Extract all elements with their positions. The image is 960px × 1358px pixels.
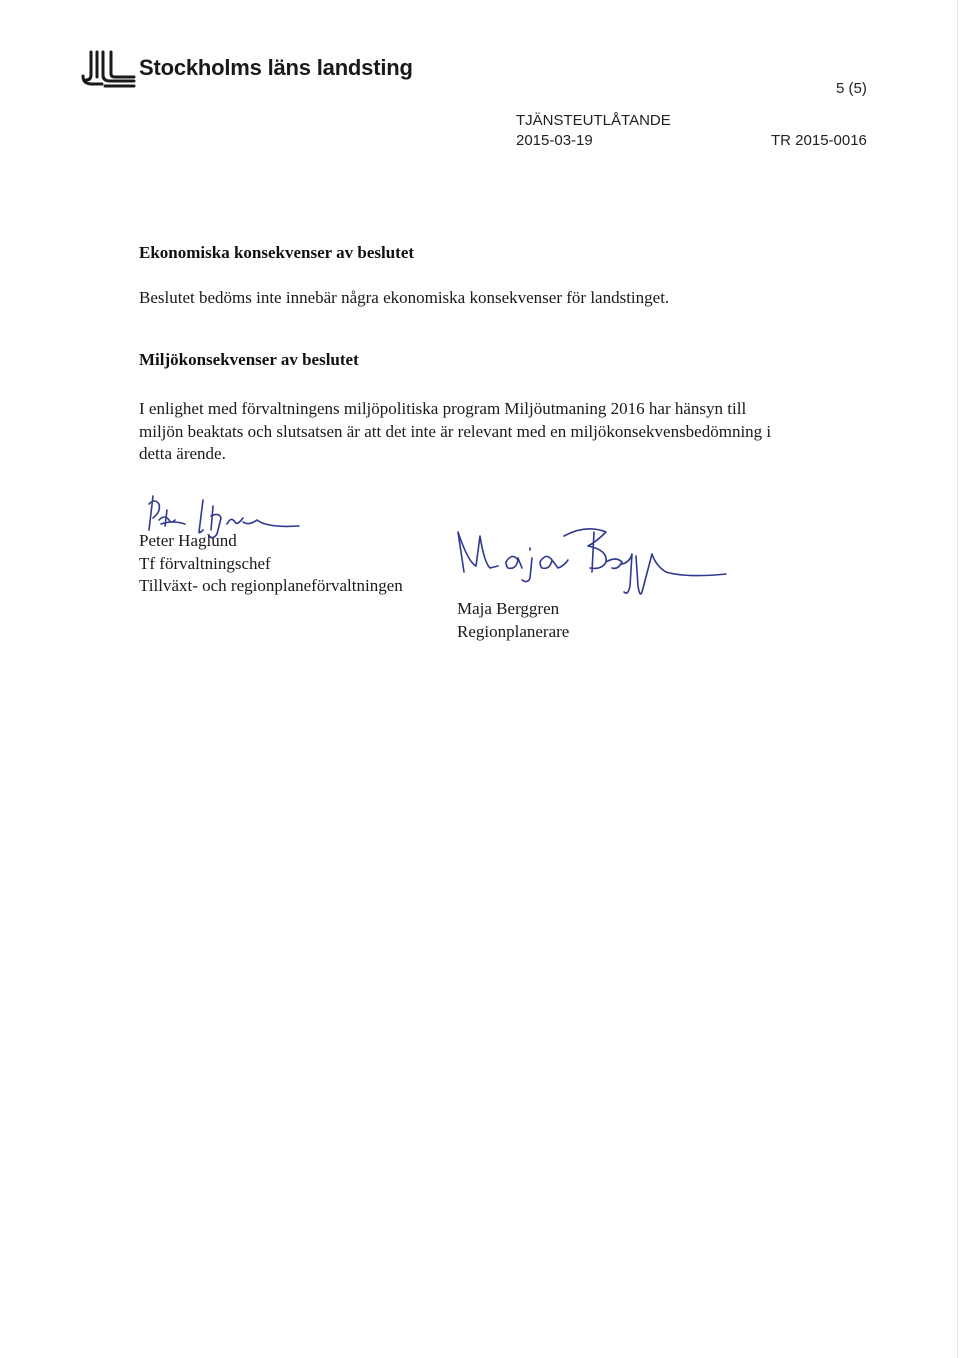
section-text-environmental: I enlighet med förvaltningens miljöpolitiska program Miljöutmaning 2016 har hänsyn till miljön beaktats och slutsatsen är att det inte är relevant med en miljökonsekvensbedömning i detta ärende. [139, 399, 772, 463]
signatory-title: Tf förvaltningschef [139, 553, 271, 573]
signatory-name: Maja Berggren [457, 599, 560, 618]
sll-logo-icon [80, 48, 136, 88]
document-reference: TR 2015-0016 [771, 132, 867, 149]
signatory-department: Tillväxt- och regionplaneförvaltningen [139, 576, 403, 595]
section-heading-economic: Ekonomiska konsekvenser av beslutet [139, 243, 415, 262]
signatory-name: Peter Haglund [139, 531, 237, 550]
document-date: 2015-03-19 [516, 132, 593, 149]
signatory-block-peter-haglund [139, 530, 403, 598]
page-edge [957, 0, 958, 1358]
section-heading-environmental: Miljökonsekvenser av beslutet [139, 350, 359, 369]
page-number: 5 (5) [836, 80, 867, 97]
header-logo [80, 48, 413, 88]
section-text-economic: Beslutet bedöms inte innebär några ekonomiska konsekvenser för landstinget. [139, 288, 670, 307]
signatory-block-maja-berggren [457, 598, 569, 643]
document-type: TJÄNSTEUTLÅTANDE [516, 112, 671, 129]
signatory-title: Regionplanerare [457, 621, 570, 641]
organization-name: Stockholms läns landsting [139, 55, 413, 80]
